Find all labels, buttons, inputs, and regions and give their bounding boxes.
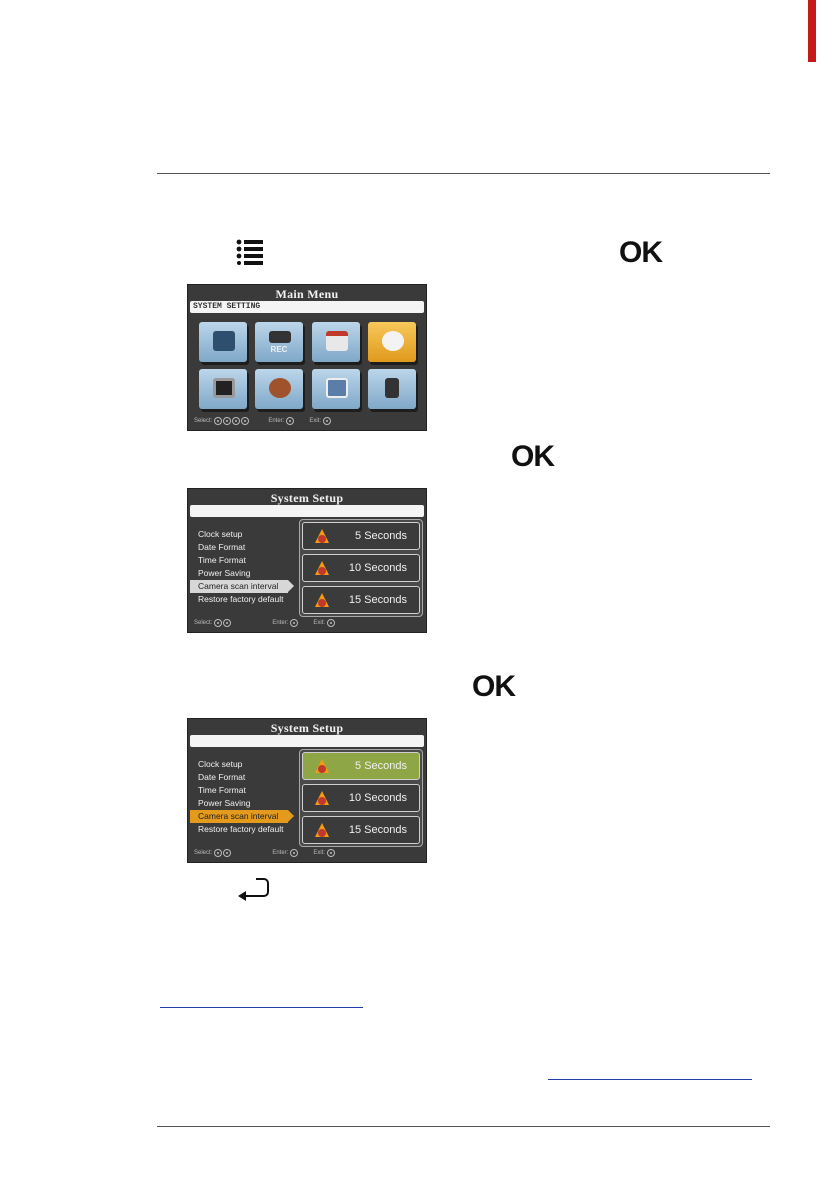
list-item[interactable]: Power Saving	[198, 798, 251, 808]
screen-footer: Select: Enter: Exit:	[194, 618, 336, 628]
menu-list-icon	[236, 239, 264, 265]
breadcrumb: SYSTEM SETTING	[190, 301, 424, 313]
ok-button-icon: OK	[619, 236, 662, 269]
alarm-icon	[269, 378, 291, 398]
interval-option[interactable]: 10 Seconds	[302, 554, 420, 582]
ok-button-icon: OK	[472, 670, 515, 703]
interval-options-panel	[299, 519, 423, 617]
tile-caption: REC	[270, 345, 288, 354]
ok-key-icon	[286, 417, 294, 425]
list-item[interactable]: Time Format	[198, 785, 246, 795]
interval-option[interactable]: 15 Seconds	[302, 586, 420, 614]
list-item[interactable]: Restore factory default	[198, 594, 284, 604]
up-arrow-icon	[223, 849, 231, 857]
ok-key-icon	[290, 619, 298, 627]
record-tile[interactable]	[255, 322, 303, 362]
ok-key-icon	[290, 849, 298, 857]
screen-title: Main Menu	[275, 287, 339, 301]
cross-reference-link-1[interactable]	[160, 1007, 363, 1008]
system-setup-screen	[187, 488, 427, 633]
header-rule	[157, 173, 770, 174]
system-setup-screen-selected	[187, 718, 427, 863]
screen-footer: Select: Enter: Exit:	[194, 848, 336, 858]
display-tile[interactable]	[199, 369, 247, 409]
timer-icon	[313, 758, 331, 776]
playback-tile[interactable]	[312, 369, 360, 409]
left-arrow-icon	[214, 417, 222, 425]
camera-tile[interactable]	[199, 322, 247, 362]
gear-icon	[382, 331, 404, 351]
list-item-selected[interactable]: Camera scan interval	[190, 580, 288, 593]
interval-option[interactable]: 15 Seconds	[302, 816, 420, 844]
timer-icon	[313, 560, 331, 578]
alarm-tile[interactable]	[255, 369, 303, 409]
timer-icon	[313, 790, 331, 808]
record-icon	[269, 331, 291, 343]
list-item[interactable]: Date Format	[198, 772, 246, 782]
cross-reference-link-2[interactable]	[548, 1079, 752, 1080]
ok-button-icon: OK	[511, 440, 554, 473]
settings-list	[198, 758, 288, 836]
down-arrow-icon	[214, 849, 222, 857]
settings-tile[interactable]	[368, 322, 416, 362]
up-arrow-icon	[241, 417, 249, 425]
chapter-tab-marker	[808, 0, 816, 62]
calendar-icon	[326, 331, 348, 351]
list-item[interactable]: Date Format	[198, 542, 246, 552]
display-icon	[213, 378, 235, 398]
return-arrow-icon	[236, 876, 270, 904]
breadcrumb	[190, 735, 424, 747]
exit-key-icon	[327, 619, 335, 627]
exit-key-icon	[323, 417, 331, 425]
breadcrumb	[190, 505, 424, 517]
timer-icon	[313, 528, 331, 546]
camera-icon	[213, 331, 235, 351]
up-arrow-icon	[223, 619, 231, 627]
timer-icon	[313, 592, 331, 610]
calendar-tile[interactable]	[312, 322, 360, 362]
interval-option-selected[interactable]: 5 Seconds	[302, 752, 420, 780]
list-item[interactable]: Restore factory default	[198, 824, 284, 834]
interval-options-panel	[299, 749, 423, 847]
list-item[interactable]: Time Format	[198, 555, 246, 565]
screen-title: System Setup	[270, 721, 344, 735]
main-menu-screen	[187, 284, 427, 431]
screen-title: System Setup	[270, 491, 344, 505]
screen-footer: Select: Enter: Exit:	[194, 416, 332, 426]
list-item[interactable]: Power Saving	[198, 568, 251, 578]
playback-icon	[326, 378, 348, 398]
timer-icon	[313, 822, 331, 840]
list-item-active[interactable]: Camera scan interval	[190, 810, 288, 823]
down-arrow-icon	[214, 619, 222, 627]
sd-card-tile[interactable]	[368, 369, 416, 409]
list-item[interactable]: Clock setup	[198, 529, 243, 539]
exit-key-icon	[327, 849, 335, 857]
settings-list	[198, 528, 288, 606]
right-arrow-icon	[223, 417, 231, 425]
interval-option[interactable]: 10 Seconds	[302, 784, 420, 812]
list-item[interactable]: Clock setup	[198, 759, 243, 769]
footer-rule	[157, 1126, 770, 1127]
down-arrow-icon	[232, 417, 240, 425]
interval-option[interactable]: 5 Seconds	[302, 522, 420, 550]
sd-card-icon	[385, 378, 399, 398]
